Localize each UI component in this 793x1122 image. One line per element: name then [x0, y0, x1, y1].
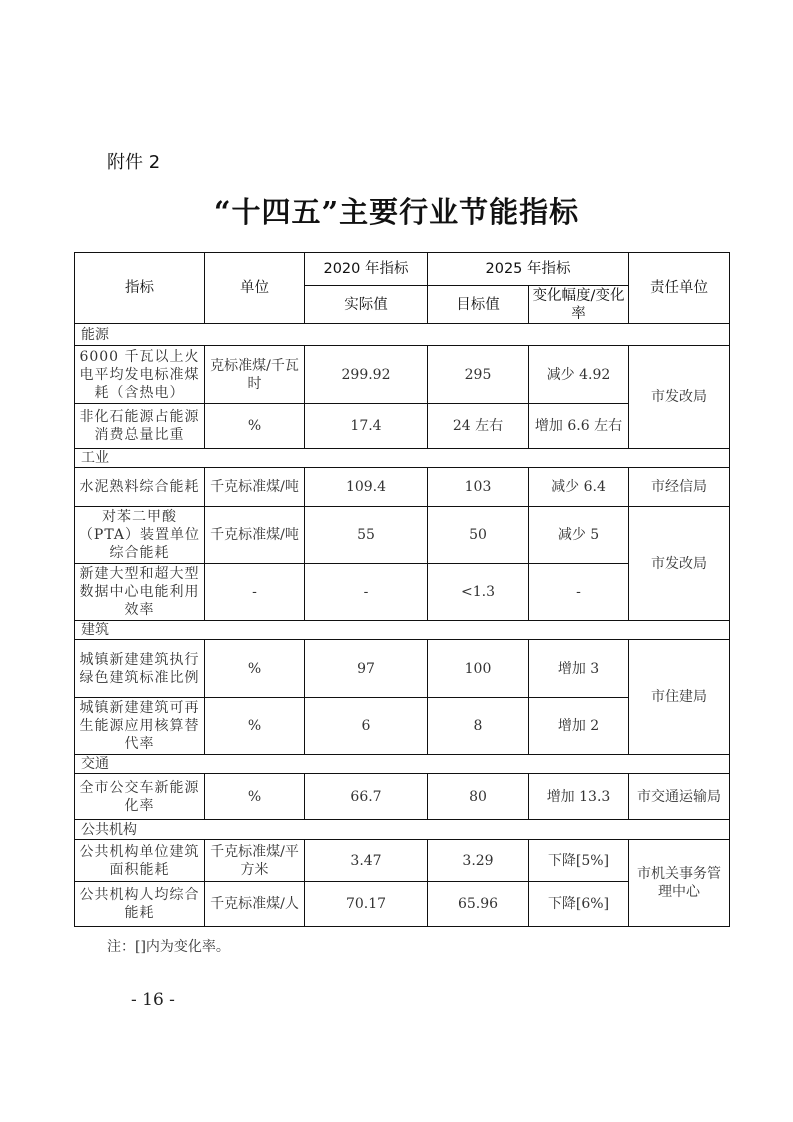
target-cell: 100 [428, 640, 529, 698]
change-cell: 增加 3 [529, 640, 629, 698]
page-number: - 16 - [131, 990, 175, 1010]
change-cell: 减少 6.4 [529, 468, 629, 507]
indicator-cell: 新建大型和超大型数据中心电能利用效率 [75, 564, 205, 621]
unit-cell: % [205, 640, 305, 698]
header-responsible: 责任单位 [629, 253, 730, 324]
indicator-cell: 公共机构人均综合能耗 [75, 882, 205, 927]
actual-cell: 3.47 [305, 840, 428, 882]
actual-cell: 55 [305, 507, 428, 564]
actual-cell: - [305, 564, 428, 621]
indicator-cell: 对苯二甲酸（PTA）装置单位综合能耗 [75, 507, 205, 564]
section-public-institutions: 公共机构 [75, 820, 730, 840]
indicator-cell: 城镇新建建筑可再生能源应用核算替代率 [75, 698, 205, 755]
table-row [75, 346, 730, 404]
indicator-cell: 非化石能源占能源消费总量比重 [75, 404, 205, 449]
table-row [75, 774, 730, 820]
change-cell: 增加 6.6 左右 [529, 404, 629, 449]
section-energy: 能源 [75, 324, 730, 346]
actual-cell: 97 [305, 640, 428, 698]
indicator-cell: 6000 千瓦以上火电平均发电标准煤耗（含热电） [75, 346, 205, 404]
responsible-cell: 市住建局 [629, 640, 730, 755]
actual-cell: 6 [305, 698, 428, 755]
actual-cell: 17.4 [305, 404, 428, 449]
actual-cell: 66.7 [305, 774, 428, 820]
responsible-cell: 市经信局 [629, 468, 730, 507]
change-cell: 增加 2 [529, 698, 629, 755]
change-cell: 增加 13.3 [529, 774, 629, 820]
target-cell: <1.3 [428, 564, 529, 621]
header-change: 变化幅度/变化率 [529, 286, 629, 324]
unit-cell: 千克标准煤/吨 [205, 468, 305, 507]
unit-cell: 克标准煤/千瓦时 [205, 346, 305, 404]
attachment-label: 附件 2 [107, 152, 161, 173]
header-2025: 2025 年指标 [428, 253, 629, 286]
unit-cell: 千克标准煤/平方米 [205, 840, 305, 882]
indicator-cell: 全市公交车新能源化率 [75, 774, 205, 820]
actual-cell: 109.4 [305, 468, 428, 507]
target-cell: 8 [428, 698, 529, 755]
indicator-cell: 城镇新建建筑执行绿色建筑标准比例 [75, 640, 205, 698]
header-unit: 单位 [205, 253, 305, 324]
change-cell: 下降[6%] [529, 882, 629, 927]
unit-cell: - [205, 564, 305, 621]
table-row [75, 468, 730, 507]
unit-cell: 千克标准煤/人 [205, 882, 305, 927]
target-cell: 295 [428, 346, 529, 404]
target-cell: 50 [428, 507, 529, 564]
unit-cell: % [205, 698, 305, 755]
unit-cell: % [205, 404, 305, 449]
change-cell: 下降[5%] [529, 840, 629, 882]
change-cell: 减少 4.92 [529, 346, 629, 404]
header-indicator: 指标 [75, 253, 205, 324]
table-row [75, 507, 730, 564]
header-target: 目标值 [428, 286, 529, 324]
header-2020: 2020 年指标 [305, 253, 428, 286]
table-note: 注：[]内为变化率。 [107, 939, 230, 955]
responsible-cell: 市机关事务管理中心 [629, 840, 730, 927]
table-row [75, 640, 730, 698]
actual-cell: 70.17 [305, 882, 428, 927]
header-actual: 实际值 [305, 286, 428, 324]
target-cell: 65.96 [428, 882, 529, 927]
section-transport: 交通 [75, 755, 730, 774]
unit-cell: % [205, 774, 305, 820]
target-cell: 80 [428, 774, 529, 820]
responsible-cell: 市交通运输局 [629, 774, 730, 820]
actual-cell: 299.92 [305, 346, 428, 404]
energy-indicator-table [74, 252, 730, 927]
indicator-cell: 公共机构单位建筑面积能耗 [75, 840, 205, 882]
unit-cell: 千克标准煤/吨 [205, 507, 305, 564]
change-cell: - [529, 564, 629, 621]
indicator-cell: 水泥熟料综合能耗 [75, 468, 205, 507]
target-cell: 24 左右 [428, 404, 529, 449]
target-cell: 103 [428, 468, 529, 507]
table-row [75, 840, 730, 882]
section-industry: 工业 [75, 449, 730, 468]
responsible-cell: 市发改局 [629, 346, 730, 449]
change-cell: 减少 5 [529, 507, 629, 564]
responsible-cell: 市发改局 [629, 507, 730, 621]
page-title: “十四五”主要行业节能指标 [213, 195, 580, 229]
target-cell: 3.29 [428, 840, 529, 882]
section-building: 建筑 [75, 621, 730, 640]
